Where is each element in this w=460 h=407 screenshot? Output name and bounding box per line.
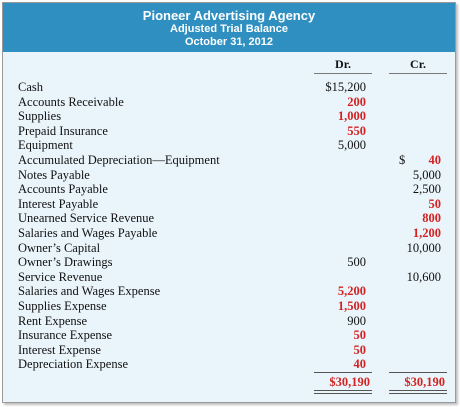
account-name: Supplies xyxy=(18,109,62,124)
account-name: Notes Payable xyxy=(18,167,90,182)
debit-double-underline xyxy=(314,390,372,394)
credit-amount: 800 xyxy=(422,211,441,226)
table-row xyxy=(3,299,455,314)
debit-amount: 200 xyxy=(347,94,366,109)
credit-column-header: Cr. xyxy=(410,57,426,71)
table-row xyxy=(3,95,455,110)
debit-amount: 1,500 xyxy=(337,299,366,313)
credit-header-rule xyxy=(389,73,447,74)
debit-amount: 50 xyxy=(353,342,366,357)
table-row xyxy=(3,328,455,343)
account-name: Unearned Service Revenue xyxy=(18,211,155,226)
debit-column-header: Dr. xyxy=(335,57,351,71)
table-row xyxy=(3,226,455,241)
debit-amount: $15,200 xyxy=(325,80,366,94)
account-name: Equipment xyxy=(18,138,73,153)
currency-symbol: $ xyxy=(399,153,406,167)
debit-total-rule xyxy=(314,372,372,373)
account-name: Salaries and Wages Payable xyxy=(18,226,158,240)
account-name: Rent Expense xyxy=(18,313,88,328)
debit-header-rule xyxy=(314,73,372,74)
debit-amount: 900 xyxy=(347,313,366,328)
account-name: Accounts Payable xyxy=(18,182,108,197)
account-name: Depreciation Expense xyxy=(18,357,129,372)
account-name: Service Revenue xyxy=(18,269,103,284)
account-name: Salaries and Wages Expense xyxy=(18,284,161,299)
table-row xyxy=(3,270,455,285)
account-name: Owner’s Capital xyxy=(18,240,101,255)
debit-amount: 5,000 xyxy=(337,138,366,153)
statement-header xyxy=(3,3,455,52)
account-name: Accumulated Depreciation—Equipment xyxy=(18,153,220,167)
table-row xyxy=(3,284,455,299)
account-name: Prepaid Insurance xyxy=(18,123,108,138)
credit-total: $30,190 xyxy=(404,375,445,389)
table-row xyxy=(3,138,455,153)
credit-amount: 1,200 xyxy=(412,226,441,240)
statement-title: Adjusted Trial Balance xyxy=(170,23,288,35)
table-row xyxy=(3,168,455,183)
debit-amount: 40 xyxy=(353,357,366,372)
table-row xyxy=(3,197,455,212)
account-name: Supplies Expense xyxy=(18,299,107,313)
table-row xyxy=(3,153,455,168)
account-name: Interest Payable xyxy=(18,196,99,211)
table-row xyxy=(3,211,455,226)
table-row xyxy=(3,109,455,124)
credit-double-underline xyxy=(389,390,447,394)
debit-amount: 550 xyxy=(347,123,366,138)
company-name: Pioneer Advertising Agency xyxy=(142,8,316,23)
statement-date: October 31, 2012 xyxy=(184,36,274,48)
table-row xyxy=(3,343,455,358)
debit-total: $30,190 xyxy=(329,375,370,389)
credit-amount: 50 xyxy=(428,196,441,211)
credit-amount: 2,500 xyxy=(412,182,441,197)
debit-amount: 50 xyxy=(353,328,366,343)
account-name: Insurance Expense xyxy=(18,328,113,343)
account-name: Owner’s Drawings xyxy=(18,255,113,270)
table-row xyxy=(3,314,455,329)
table-row xyxy=(3,255,455,270)
table-row xyxy=(3,357,455,372)
credit-amount: 10,600 xyxy=(406,269,441,284)
credit-amount: 5,000 xyxy=(412,167,441,182)
debit-amount: 1,000 xyxy=(337,109,366,124)
credit-amount: 10,000 xyxy=(406,240,441,255)
credit-amount: 40 xyxy=(428,153,441,167)
table-row xyxy=(3,182,455,197)
account-name: Accounts Receivable xyxy=(18,94,124,109)
table-row xyxy=(3,80,455,95)
credit-total-rule xyxy=(389,372,447,373)
table-row xyxy=(3,124,455,139)
account-name: Cash xyxy=(18,80,43,94)
trial-balance-panel xyxy=(2,2,456,403)
account-name: Interest Expense xyxy=(18,342,101,357)
debit-amount: 500 xyxy=(347,255,366,270)
debit-amount: 5,200 xyxy=(337,284,366,299)
table-row xyxy=(3,241,455,256)
